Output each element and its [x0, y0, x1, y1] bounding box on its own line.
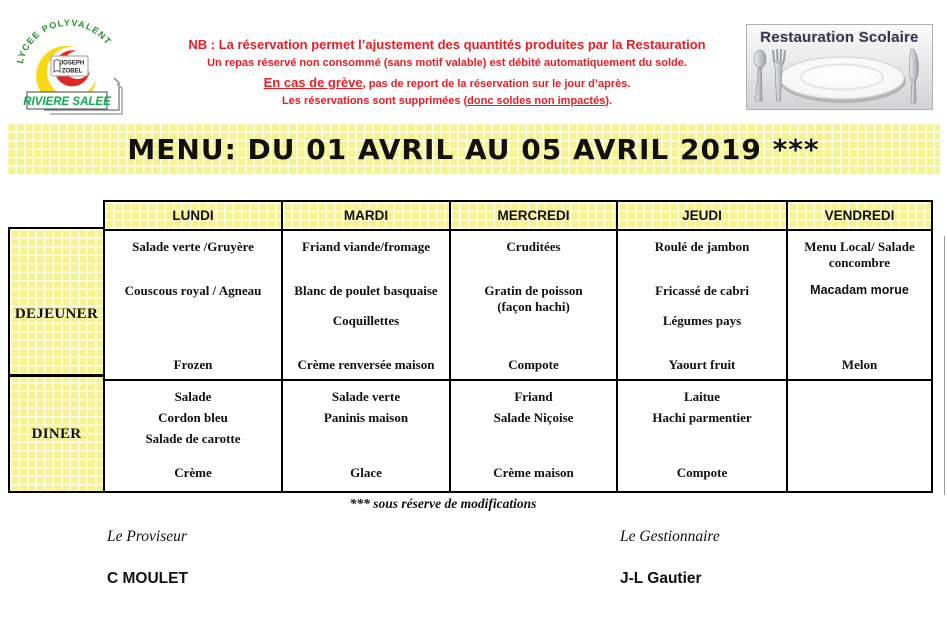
menu-item: Salade Niçoise — [493, 410, 574, 425]
menu-item: Hachi parmentier — [652, 410, 752, 425]
notice-line-4-underlined: donc soldes non impactés — [467, 94, 606, 107]
diner-vendredi-cell — [788, 381, 931, 491]
modification-note: *** sous réserve de modifications — [349, 496, 537, 511]
diner-mercredi-cell — [451, 381, 616, 491]
menu-item: Cruditées — [506, 239, 561, 254]
menu-item: Melon — [841, 357, 878, 373]
menu-item: Macadam morue — [810, 283, 909, 297]
logo-arc-text: LYCEE POLYVALENT — [14, 18, 114, 65]
day-header-lundi: LUNDI — [105, 202, 281, 229]
day-header-jeudi: JEUDI — [618, 202, 786, 229]
dejeuner-mardi-cell — [283, 231, 449, 379]
menu-item — [108, 313, 278, 337]
plate-icon — [780, 57, 904, 99]
dejeuner-lundi-cell — [105, 231, 281, 379]
gestionnaire-name: J-L Gautier — [620, 570, 702, 587]
menu-item: Gratin de poisson (façon hachi) — [484, 283, 583, 314]
menu-item: Yaourt fruit — [668, 357, 736, 373]
menu-item: Laitue — [683, 389, 721, 404]
menu-item: Menu Local/ Salade concombre — [804, 239, 915, 270]
menu-item: Cordon bleu — [158, 410, 228, 425]
menu-item: Crème maison — [493, 465, 574, 480]
menu-item: Blanc de poulet basquaise — [294, 283, 438, 298]
menu-item: Salade de carotte — [145, 431, 241, 446]
diner-lundi-cell — [105, 381, 281, 491]
proviseur-name: C MOULET — [107, 570, 188, 587]
logo-center-text-1: JOSEPH — [59, 60, 85, 67]
menu-item: Frozen — [173, 357, 213, 373]
logo-city-text: RIVIERE SALEE — [23, 96, 111, 108]
notice-line-4-post: ). — [605, 94, 613, 107]
logo-center-text-2: ZOBEL — [61, 68, 83, 75]
restauration-scolaire-title: Restauration Scolaire — [760, 29, 919, 46]
menu-item: Paninis maison — [323, 410, 409, 425]
notice-line-4 — [177, 95, 717, 109]
proviseur-role-label: Le Proviseur — [107, 528, 187, 545]
menu-item: Coquillettes — [332, 313, 400, 328]
school-logo — [14, 18, 124, 118]
spoon-icon — [754, 50, 766, 101]
notice-line-4-pre: Les réservations sont supprimées ( — [281, 94, 468, 107]
row-label-diner: DINER — [31, 425, 82, 442]
day-header-mercredi: MERCREDI — [451, 202, 616, 229]
menu-title-banner — [7, 123, 940, 175]
menu-item — [454, 314, 613, 338]
menu-item: Crème renversée maison — [297, 357, 435, 373]
diner-mardi-cell — [283, 381, 449, 491]
menu-item: Couscous royal / Agneau — [124, 283, 262, 298]
menu-item: Salade verte /Gruyère — [132, 239, 254, 254]
knife-icon — [910, 49, 919, 103]
notice-line-3 — [177, 75, 717, 92]
dejeuner-vendredi-cell — [788, 231, 931, 379]
gestionnaire-role-label: Le Gestionnaire — [620, 528, 720, 545]
menu-item: Compote — [508, 357, 559, 373]
menu-item: Compote — [676, 465, 728, 480]
dejeuner-jeudi-cell — [618, 231, 786, 379]
menu-item: Friand — [514, 389, 553, 404]
menu-table — [8, 200, 933, 493]
notice-line-3-rest: , pas de report de la réservation sur le jour d’après. — [362, 78, 631, 90]
menu-day-grid — [103, 200, 933, 493]
menu-item: Légumes pays — [662, 313, 742, 328]
diner-jeudi-cell — [618, 381, 786, 491]
notice-line-2: Un repas réservé non consommé (sans motif valable) est débité automatiquement du solde. — [207, 57, 687, 70]
reservation-notice — [177, 37, 717, 109]
menu-item: Roulé de jambon — [654, 239, 750, 254]
menu-item: Salade — [174, 389, 212, 404]
notice-line-3-underlined: En cas de grève — [263, 75, 363, 90]
menu-item: Friand viande/fromage — [302, 239, 430, 254]
menu-item — [791, 313, 928, 337]
notice-line-1: NB : La réservation permet l’ajustement des quantités produites par la Restauration — [188, 37, 706, 52]
page-edge-line — [944, 236, 945, 495]
meal-label-column — [8, 227, 103, 493]
day-header-mardi: MARDI — [283, 202, 449, 229]
row-label-dejeuner: DEJEUNER — [10, 229, 103, 377]
dejeuner-mercredi-cell — [451, 231, 616, 379]
menu-item: Salade verte — [331, 389, 401, 404]
menu-item: Glace — [350, 465, 382, 480]
menu-item: Crème — [174, 465, 212, 480]
day-header-vendredi: VENDREDI — [788, 202, 931, 229]
menu-item: Fricassé de cabri — [655, 283, 749, 298]
restauration-scolaire-image — [746, 24, 933, 110]
school-logo-art — [14, 18, 124, 118]
plate-and-cutlery-art — [747, 47, 932, 107]
menu-title: MENU: DU 01 AVRIL AU 05 AVRIL 2019 *** — [127, 132, 820, 166]
